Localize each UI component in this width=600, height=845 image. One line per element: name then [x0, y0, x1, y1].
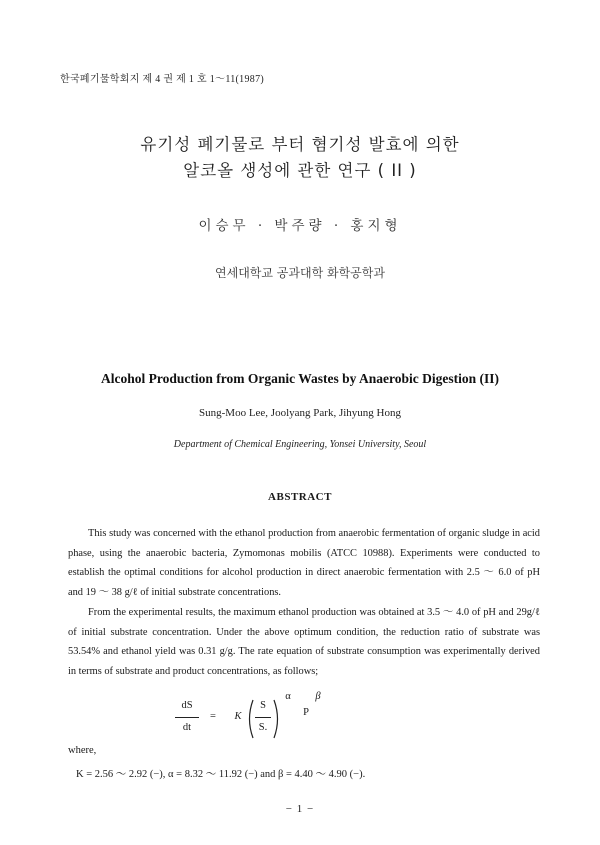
abstract-paragraph-1: This study was concerned with the ethanol production from anaerobic fermentation of organic sludge in acid phase, using the anaerobic bacteria, Zymomonas mobilis (ATCC 10988). Experiments were conducted to establish the optimal conditions for alcohol production in direct anaerobic fermentation with 2.5 ～ 6.0 of pH and 19 ～ 38 g/ℓ of initial substrate concentrations.	[68, 528, 540, 598]
equation-lhs-numerator: dS	[181, 700, 193, 711]
abstract-heading: ABSTRACT	[268, 491, 332, 503]
equation-p: P	[303, 707, 309, 718]
equation-inner-fraction-bar	[255, 717, 271, 718]
equation-alpha-exponent: α	[285, 691, 291, 702]
page-number: − 1 −	[285, 803, 315, 815]
where-label: where,	[68, 745, 97, 756]
english-affiliation: Department of Chemical Engineering, Yonsei University, Seoul	[173, 439, 427, 450]
equation-inner-denominator: S.	[258, 722, 268, 733]
english-title: Alcohol Production from Organic Wastes by Anaerobic Digestion (II)	[100, 371, 499, 386]
journal-citation: 한국폐기물학회지 제 4 권 제 1 호 1～11(1987)	[60, 74, 265, 85]
equation-right-paren	[272, 698, 282, 740]
korean-title-line2: 알코올 생성에 관한 연구 ( II )	[183, 161, 417, 180]
rate-equation	[0, 691, 600, 744]
equation-lhs-denominator: dt	[182, 722, 192, 733]
equation-k: K	[234, 711, 242, 722]
equation-inner-numerator: S	[260, 700, 266, 711]
korean-title-line1: 유기성 폐기물로 부터 혐기성 발효에 의한	[140, 135, 460, 154]
equation-lhs-fraction-bar	[175, 717, 199, 718]
english-authors: Sung-Moo Lee, Joolyang Park, Jihyung Hong	[199, 407, 401, 419]
korean-affiliation: 연세대학교 공과대학 화학공학과	[215, 266, 385, 280]
equation-equals: =	[210, 711, 216, 722]
equation-beta-exponent: β	[315, 691, 321, 702]
abstract-paragraph-2: From the experimental results, the maximum ethanol production was obtained at 3.5 ～ 4.0 of pH and 29g/ℓ of initial substrate concentration. Under the above optimum condition, the reduction ratio of substrate was 53.54% and ethanol yield was 0.31 g/g. The rate equation of substrate consumption was experimentally derived in terms of substrate and product concentrations, as follows;	[68, 607, 540, 677]
korean-authors: 이승무 · 박주량 · 홍지형	[198, 218, 402, 234]
rate-constants: K = 2.56 ～ 2.92 (−), α = 8.32 ～ 11.92 (−) and β = 4.40 ～ 4.90 (−).	[76, 769, 366, 780]
